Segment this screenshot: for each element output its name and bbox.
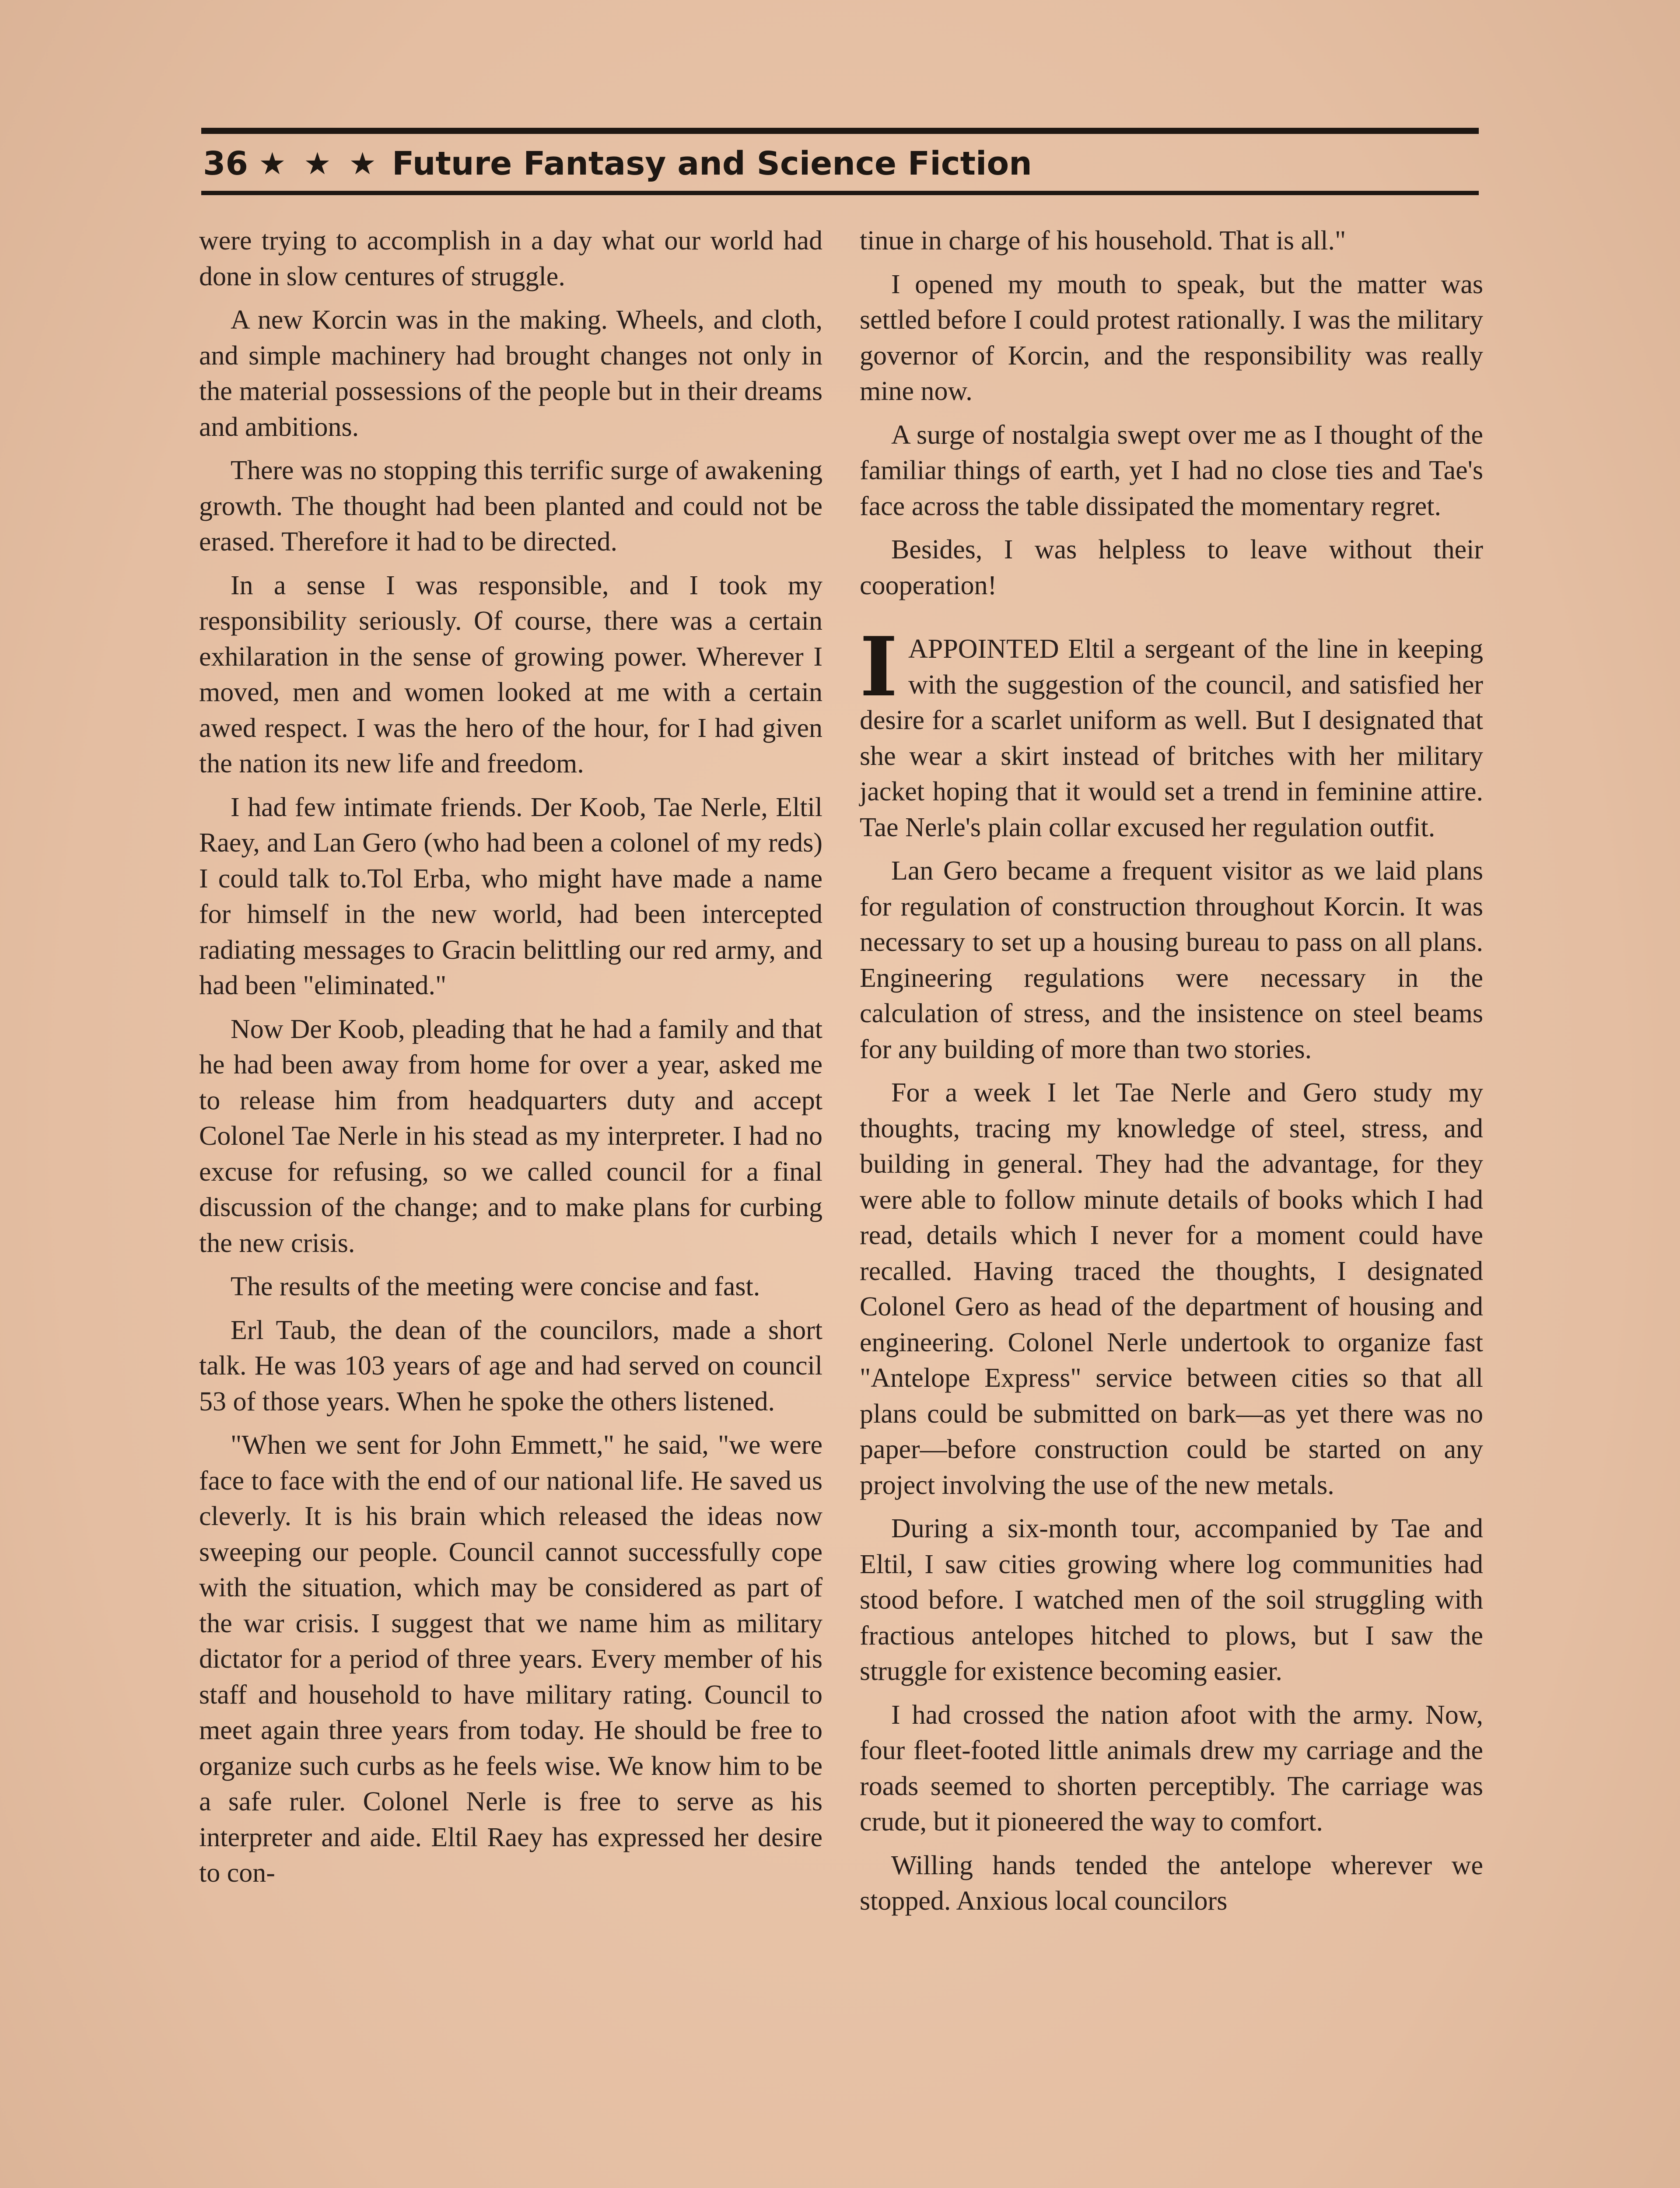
paragraph: The results of the meeting were concise and fast. (231, 1272, 760, 1301)
drop-cap: I (860, 619, 898, 715)
right-column (860, 223, 1483, 1927)
paragraph: There was no stopping this terrific surge of awakening growth. The thought had been planted and could not be erased. Therefore it had to be directed. (199, 456, 822, 557)
paragraph: During a six-month tour, accompanied by Tae and Eltil, I saw cities growing where log communities had stood before. I watched men of the soil struggling with fractious antelopes hitched to plows, but I saw the struggle for existence becoming easier. (860, 1514, 1483, 1686)
paragraph: I opened my mouth to speak, but the matter was settled before I could protest rationally. I was the military governor of Korcin, and the responsibility was really mine now. (860, 269, 1483, 406)
magazine-title: Future Fantasy and Science Fiction (392, 145, 1032, 182)
page-number: 36 (203, 145, 248, 182)
paragraph: were trying to accomplish in a day what our world had done in slow centures of struggle. (199, 226, 822, 291)
paragraph: For a week I let Tae Nerle and Gero study my thoughts, tracing my knowledge of steel, stress, and building in general. They had the advantage, for they were able to follow minute details of books which I had read, details which I never for a moment could have recalled. Having traced the thoughts, I designated Colonel Gero as head of the department of housing and engineering. Colonel Nerle undertook to organize fast "Antelope Express" service between cities so that all plans could be submitted on bark—as yet there was no paper—before construction could be started on any project involving the use of the new metals. (860, 1078, 1483, 1500)
left-column (199, 223, 822, 1899)
paragraph: Besides, I was helpless to leave without their cooperation! (860, 535, 1483, 600)
star-ornament: ★ ★ ★ (258, 146, 380, 182)
paragraph: tinue in charge of his household. That is all." (860, 226, 1346, 256)
paragraph: A surge of nostalgia swept over me as I thought of the familiar things of earth, yet I had no close ties and Tae's face across the table dissipated the momentary regret. (860, 420, 1483, 521)
header-rule-bottom (201, 191, 1479, 195)
header-rule-top (201, 128, 1479, 134)
paragraph: Willing hands tended the antelope wherever we stopped. Anxious local councilors (860, 1850, 1483, 1916)
paragraph: Lan Gero became a frequent visitor as we laid plans for regulation of construction throughout Korcin. It was necessary to set up a housing bureau to pass on all plans. Engineering regulations were necessary in the calculation of stress, and the insistence on steel beams for any building of more than two stories. (860, 856, 1483, 1064)
paragraph: I had few intimate friends. Der Koob, Tae Nerle, Eltil Raey, and Lan Gero (who had been a colonel of my reds) I could talk to.Tol Erba, who might have made a name for himself in the new world, had been intercepted radiating messages to Gracin belittling our red army, and had been "eliminated." (199, 792, 822, 1000)
paragraph: In a sense I was responsible, and I took my responsibility seriously. Of course, there was a certain exhilaration in the sense of growing power. Wherever I moved, men and women looked at me with a certain awed respect. I was the hero of the hour, for I had given the nation its new life and freedom. (199, 570, 822, 778)
running-header (203, 139, 1032, 188)
section-opening-paragraph (860, 619, 1483, 845)
paragraph: "When we sent for John Emmett," he said, "we were face to face with the end of our national life. He saved us cleverly. It is his brain which released the ideas now sweeping our people. Council cannot successfully cope with the situation, which may be considered as part of the war crisis. I suggest that we name him as military dictator for a period of three years. Every member of his staff and household to have military rating. Council to meet again three years from today. He should be free to organize such curbs as he feels wise. We know him to be a safe ruler. Colonel Nerle is free to serve as his interpreter and aide. Eltil Raey has expressed her desire to con- (199, 1430, 822, 1888)
paragraph: Now Der Koob, pleading that he had a family and that he had been away from home for over a year, asked me to release him from headquarters duty and accept Colonel Tae Nerle in his stead as my interpreter. I had no excuse for refusing, so we called council for a final discussion of the change; and to make plans for curbing the new crisis. (199, 1014, 822, 1258)
paragraph-text: APPOINTED Eltil a sergeant of the line in keeping with the suggestion of the council, and satisfied her desire for a scarlet uniform as well. But I designated that she wear a skirt instead of britches with her military jacket hoping that it would set a trend in feminine attire. Tae Nerle's plain collar excused her regulation outfit. (860, 634, 1483, 842)
paragraph: Erl Taub, the dean of the councilors, made a short talk. He was 103 years of age and had served on council 53 of those years. When he spoke the others listened. (199, 1315, 822, 1417)
paragraph: A new Korcin was in the making. Wheels, and cloth, and simple machinery had brought changes not only in the material possessions of the people but in their dreams and ambitions. (199, 305, 822, 442)
paragraph: I had crossed the nation afoot with the army. Now, four fleet-footed little animals drew my carriage and the roads seemed to shorten perceptibly. The carriage was crude, but it pioneered the way to comfort. (860, 1700, 1483, 1837)
